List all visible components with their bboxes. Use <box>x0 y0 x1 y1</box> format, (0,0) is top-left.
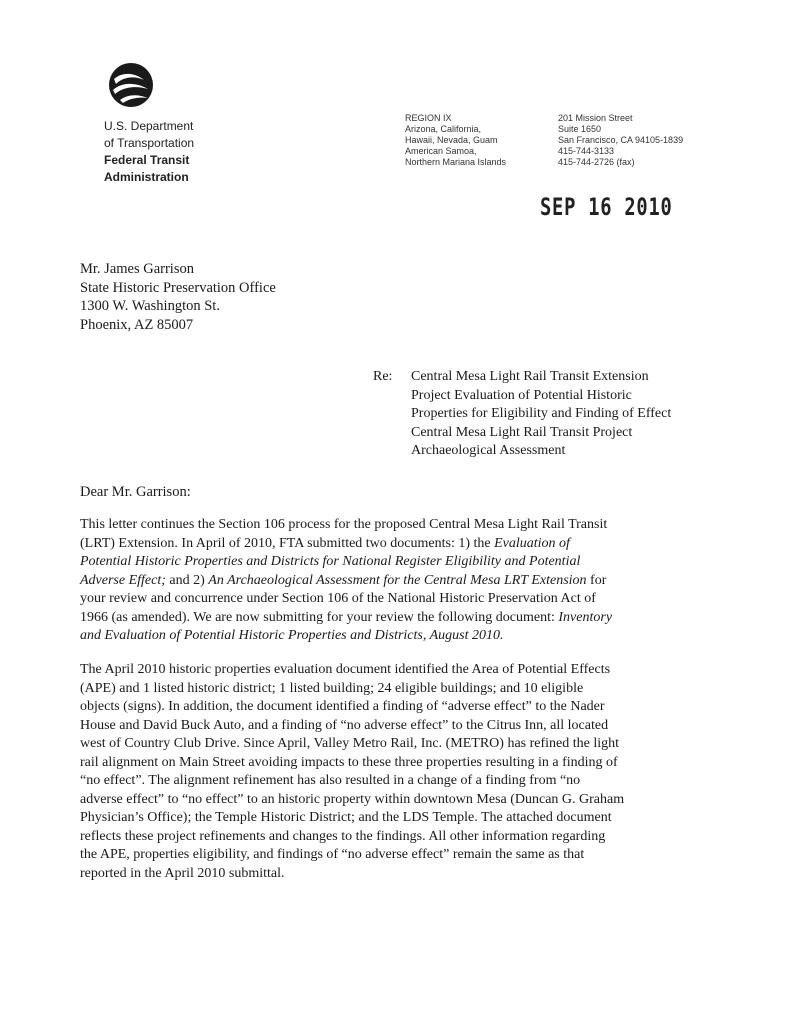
paragraph-line: (APE) and 1 listed historic district; 1 listed building; 24 eligible buildings; and 10 eligible <box>80 680 584 696</box>
address-line: Suite 1650 <box>558 124 602 134</box>
paragraph-line <box>80 627 716 646</box>
document-title: Adverse Effect; <box>80 572 166 588</box>
office-address <box>558 113 683 168</box>
region-line: American Samoa, <box>405 146 477 156</box>
address-line: 201 Mission Street <box>558 113 633 123</box>
date-stamp: SEP 16 2010 <box>540 193 673 221</box>
recipient-line: State Historic Preservation Office <box>80 279 276 296</box>
document-title: An Archaeological Assessment for the Central Mesa LRT Extension <box>208 572 587 588</box>
text-run: This letter continues the Section 106 process for the proposed Central Mesa Light Rail Transit <box>80 517 608 532</box>
subject-line: Central Mesa Light Rail Transit Project <box>411 424 633 440</box>
subject-line: Central Mesa Light Rail Transit Extension <box>411 369 649 384</box>
text-run: your review and concurrence under Section 106 of the National Historic Preservation Act of <box>80 591 596 606</box>
paragraph-line: west of Country Club Drive. Since April, Valley Metro Rail, Inc. (METRO) has refined the light <box>80 736 620 751</box>
text-run: and 2) <box>165 572 209 588</box>
paragraph-line <box>80 590 716 609</box>
paragraph-line: objects (signs). In addition, the document identified a finding of “adverse effect” to the Nader <box>80 699 605 714</box>
text-run: (LRT) Extension. In April of 2010, FTA submitted two documents: 1) the <box>80 535 495 551</box>
text-run: for <box>586 572 607 588</box>
recipient-line: Phoenix, AZ 85007 <box>80 316 194 333</box>
paragraph-line: “no effect”. The alignment refinement has also resulted in a change of a finding from “no <box>80 773 581 788</box>
agency-name <box>104 118 194 186</box>
agency-line-bold: Federal Transit <box>104 153 190 167</box>
subject-label: Re: <box>373 369 393 384</box>
paragraph-line: House and David Buck Auto, and a finding of “no adverse effect” to the Citrus Inn, all located <box>80 717 609 733</box>
subject-line: Properties for Eligibility and Finding of Effect <box>411 406 672 421</box>
document-title: Evaluation of <box>494 535 570 551</box>
document-title: and Evaluation of Potential Historic Properties and Districts, August 2010. <box>80 628 504 643</box>
dot-logo-icon <box>108 62 154 108</box>
region-line: Northern Mariana Islands <box>405 157 507 167</box>
text-run: 1966 (as amended). We are now submitting for your review the following document: <box>80 609 559 625</box>
paragraph-line <box>80 553 716 572</box>
address-line: San Francisco, CA 94105-1839 <box>558 135 684 145</box>
document-title: Potential Historic Properties and Districts for National Register Eligibility and Potential <box>80 554 581 569</box>
paragraph-line: The April 2010 historic properties evaluation document identified the Area of Potential Effects <box>80 662 611 677</box>
recipient-line: 1300 W. Washington St. <box>80 298 220 314</box>
region-line: REGION IX <box>405 113 452 123</box>
agency-line-bold: Administration <box>104 170 189 184</box>
subject-line: Archaeological Assessment <box>411 443 566 458</box>
region-line: Hawaii, Nevada, Guam <box>405 135 498 145</box>
body-paragraph-2 <box>80 661 716 883</box>
paragraph-line <box>80 516 716 535</box>
address-line: 415-744-2726 (fax) <box>558 157 635 167</box>
recipient-address <box>80 260 276 334</box>
paragraph-line <box>80 572 716 591</box>
paragraph-line: the APE, properties eligibility, and findings of “no adverse effect” remain the same as that <box>80 847 585 862</box>
paragraph-line: Physician’s Office); the Temple Historic District; and the LDS Temple. The attached document <box>80 810 612 825</box>
paragraph-line <box>80 535 716 554</box>
region-line: Arizona, California, <box>405 124 482 134</box>
paragraph-line <box>80 609 716 628</box>
paragraph-line: reported in the April 2010 submittal. <box>80 865 285 881</box>
salutation: Dear Mr. Garrison: <box>80 484 191 500</box>
body-paragraph-1 <box>80 516 716 646</box>
paragraph-line: reflects these project refinements and changes to the findings. All other information regarding <box>80 828 606 844</box>
region-info <box>405 113 506 168</box>
subject-line: Project Evaluation of Potential Historic <box>411 387 632 403</box>
address-line: 415-744-3133 <box>558 146 615 156</box>
paragraph-line: adverse effect” to “no effect” to an historic property within downtown Mesa (Duncan G. Graham <box>80 791 625 807</box>
recipient-line: Mr. James Garrison <box>80 261 194 277</box>
document-title: Inventory <box>558 609 613 625</box>
agency-line: U.S. Department <box>104 119 194 133</box>
agency-line: of Transportation <box>104 136 195 150</box>
subject-lines <box>411 368 751 461</box>
paragraph-line: rail alignment on Main Street avoiding impacts to these three properties resulting in a finding of <box>80 754 618 770</box>
